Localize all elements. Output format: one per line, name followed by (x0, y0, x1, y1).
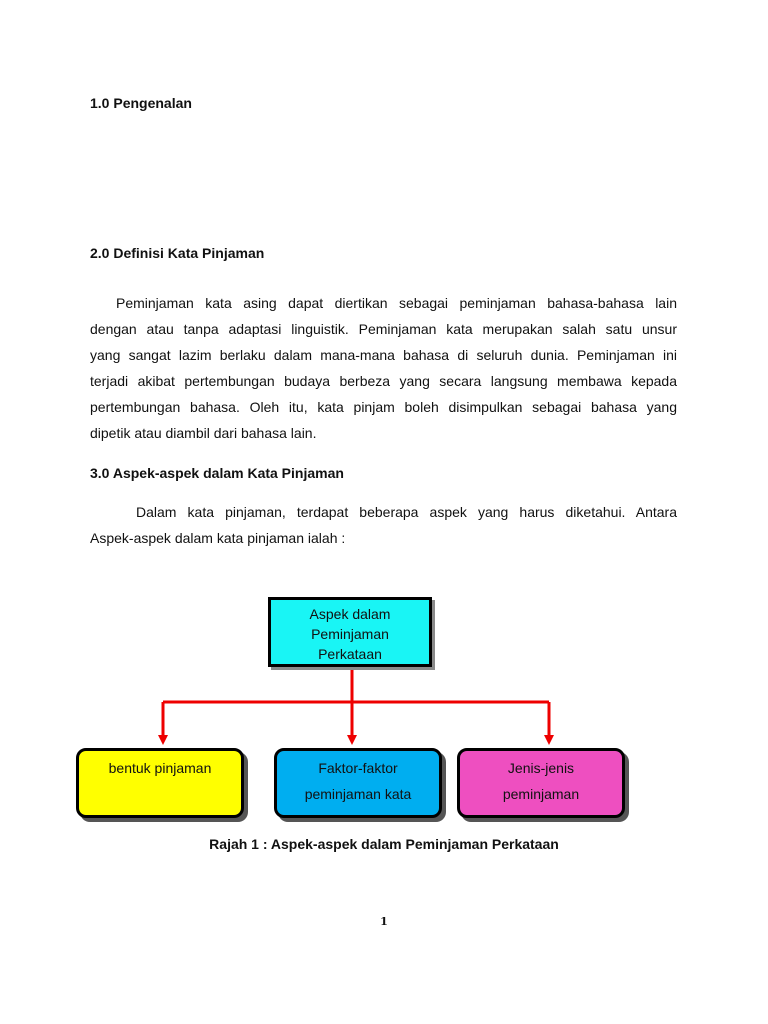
paragraph-line: dengan atau tanpa adaptasi linguistik. Peminjaman kata merupakan salah satu unsur (90, 321, 677, 337)
diagram-box-jenis (457, 748, 625, 818)
child-box-line: peminjaman kata (304, 786, 412, 802)
root-box-line: Perkataan (318, 646, 382, 662)
aspects-paragraph (90, 499, 677, 551)
root-box-line: Aspek dalam (309, 606, 391, 622)
paragraph-line: Aspek-aspek dalam kata pinjaman ialah : (90, 530, 346, 546)
figure-caption: Rajah 1 : Aspek-aspek dalam Peminjaman Perkataan (209, 836, 559, 852)
page-number: 1 (380, 915, 388, 928)
diagram-root-box (268, 597, 432, 667)
paragraph-line: Peminjaman kata asing dapat diertikan sebagai peminjaman bahasa-bahasa lain (116, 295, 677, 311)
section-heading-pengenalan: 1.0 Pengenalan (90, 95, 192, 111)
section-heading-aspek: 3.0 Aspek-aspek dalam Kata Pinjaman (90, 465, 344, 481)
child-box-line: Faktor-faktor (318, 760, 398, 776)
child-box-line: bentuk pinjaman (108, 760, 212, 776)
section-heading-definisi: 2.0 Definisi Kata Pinjaman (90, 245, 265, 261)
child-box-line: Jenis-jenis (507, 760, 575, 776)
paragraph-line: pertembungan bahasa. Oleh itu, kata pinjam boleh disimpulkan sebagai bahasa yang (90, 399, 677, 415)
paragraph-line: dipetik atau diambil dari bahasa lain. (90, 425, 317, 441)
paragraph-line: Dalam kata pinjaman, terdapat beberapa aspek yang harus diketahui. Antara (136, 504, 677, 520)
diagram-box-faktor (274, 748, 442, 818)
paragraph-line: yang sangat lazim berlaku dalam mana-mana bahasa di seluruh dunia. Peminjaman ini (90, 347, 677, 363)
aspects-diagram (0, 580, 768, 840)
diagram-box-bentuk-pinjaman (76, 748, 244, 818)
root-box-line: Peminjaman (311, 626, 389, 642)
paragraph-line: terjadi akibat pertembungan budaya berbeza yang secara langsung membawa kepada (90, 373, 677, 389)
definition-paragraph (90, 290, 677, 446)
child-box-line: peminjaman (502, 786, 580, 802)
